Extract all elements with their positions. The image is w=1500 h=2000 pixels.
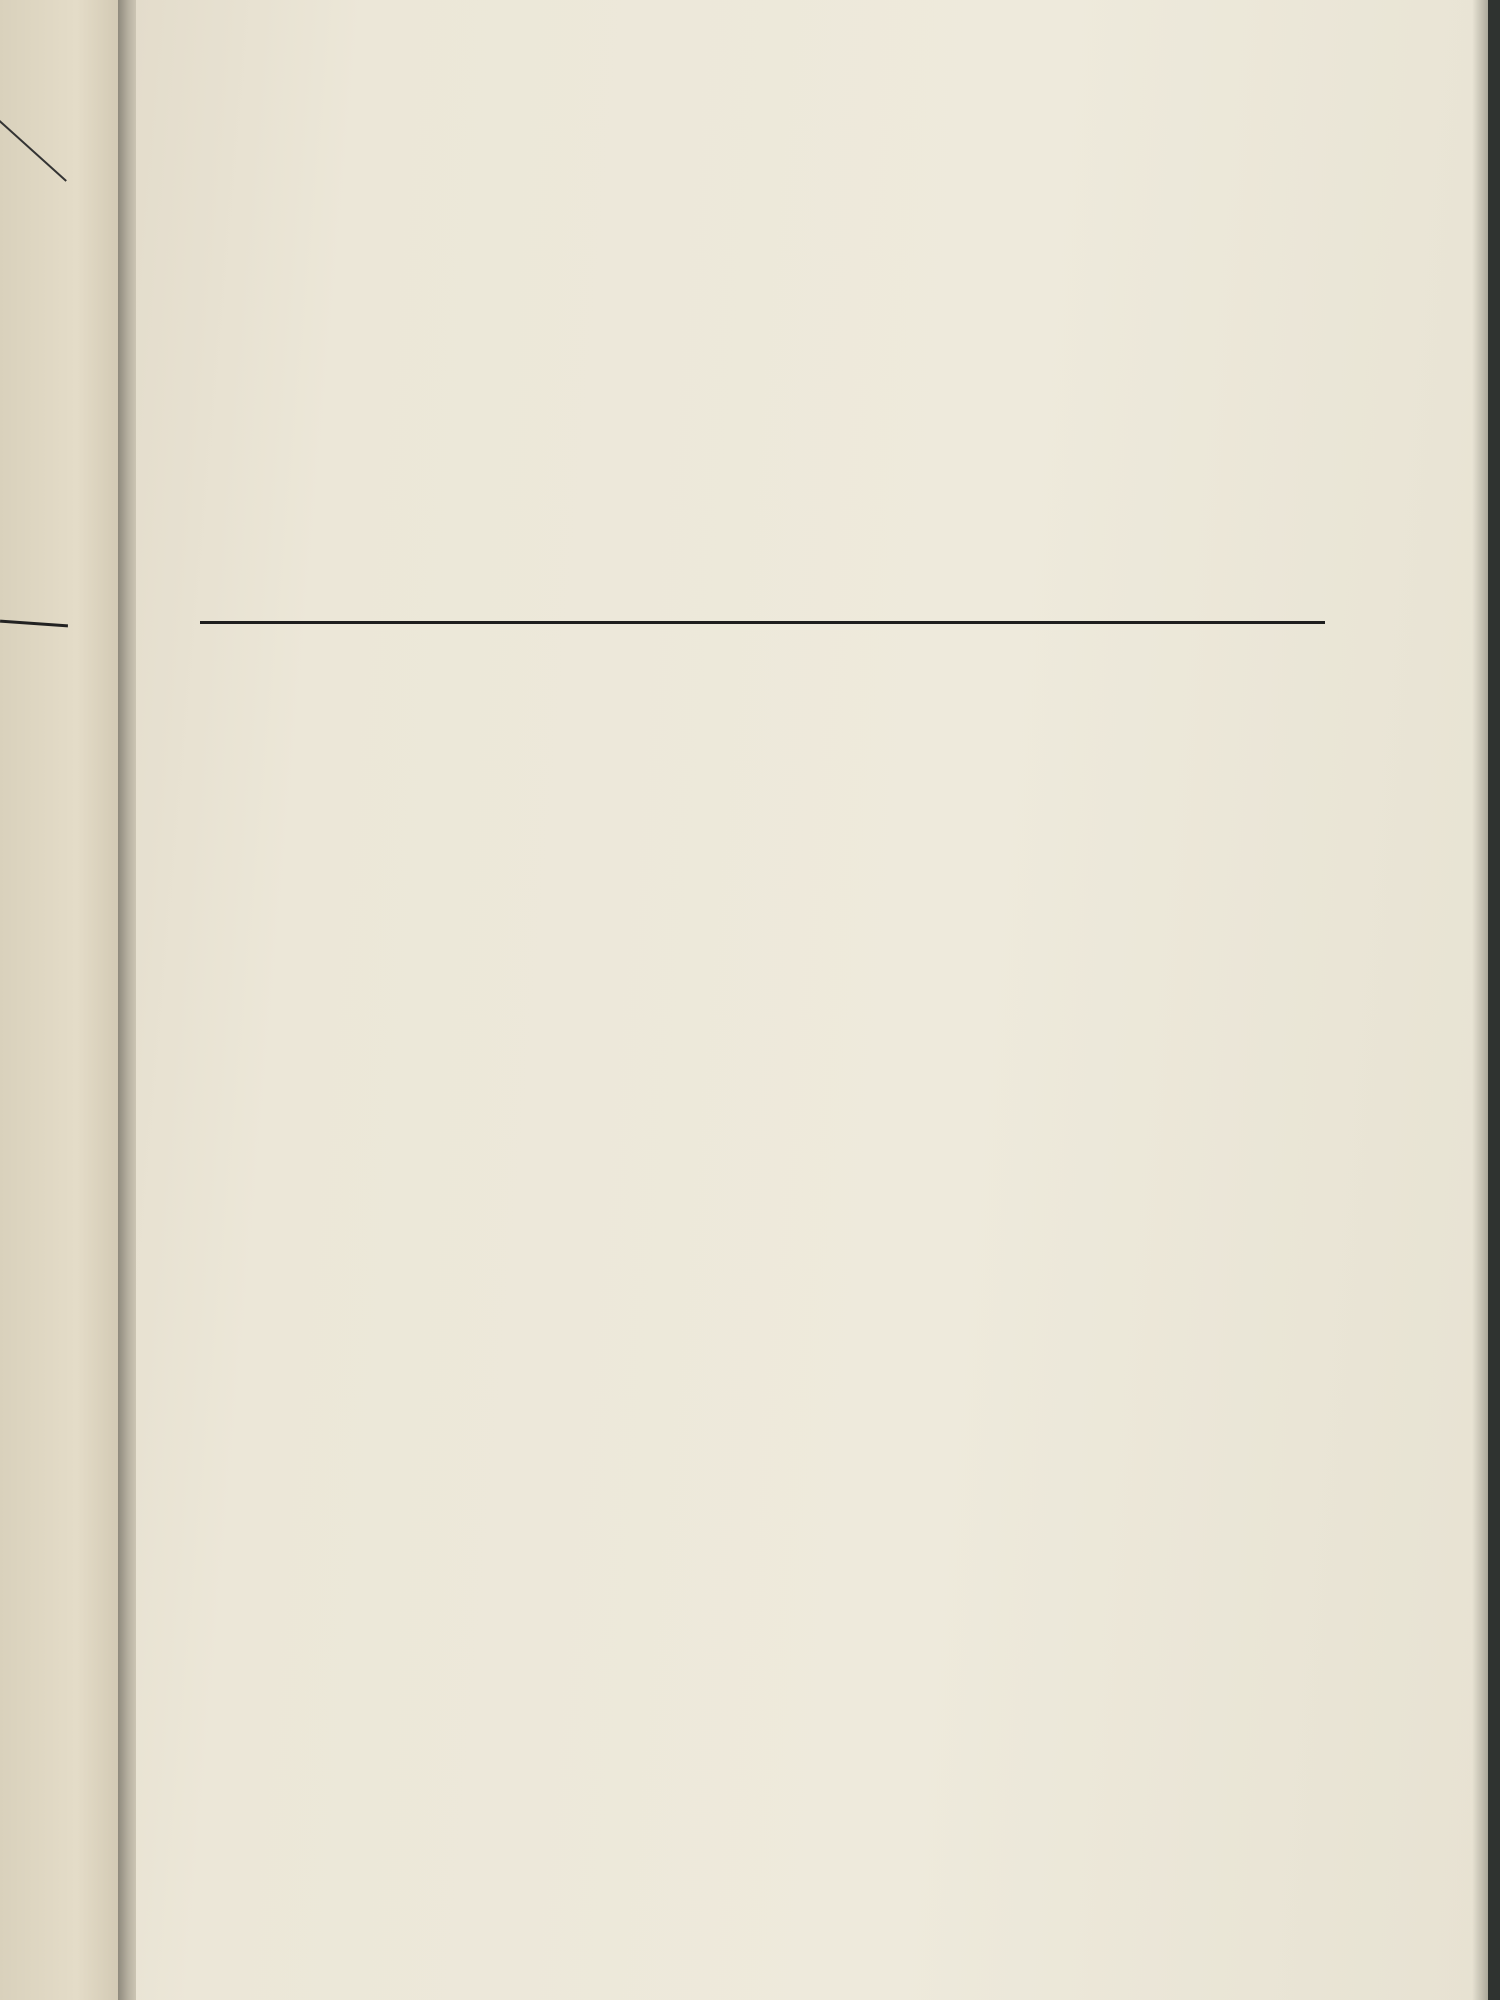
page-edge-shadow <box>1472 0 1488 2000</box>
contents-page <box>136 0 1488 2000</box>
facing-page <box>0 0 128 2000</box>
chapter-heading <box>200 534 1325 624</box>
decorative-line <box>0 120 67 182</box>
facing-chapter-rule <box>0 620 68 628</box>
chapter-rule <box>200 621 1325 624</box>
